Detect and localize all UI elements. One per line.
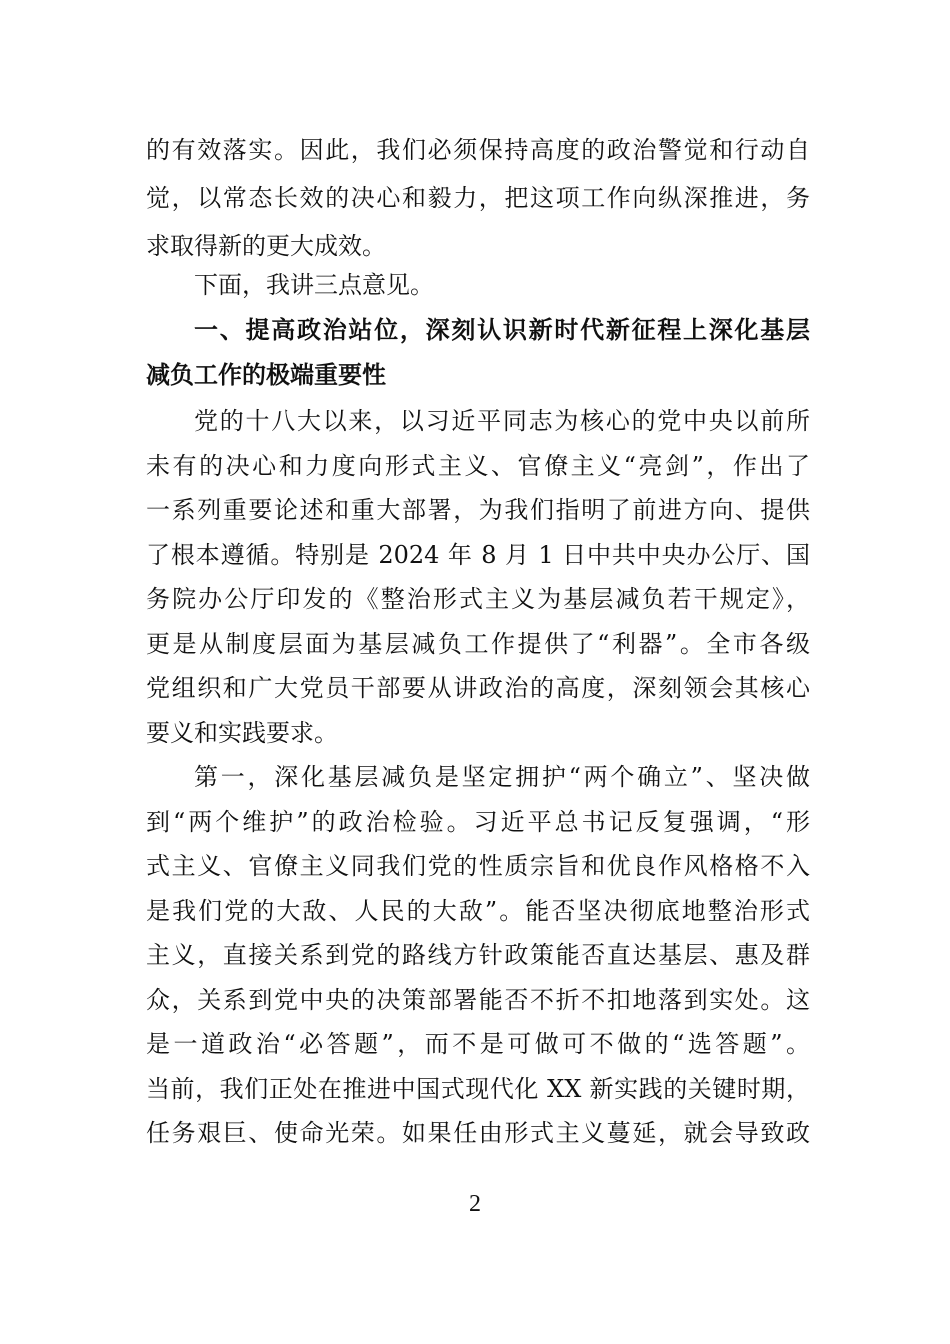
section-heading-line: 减负工作的极端重要性 (146, 361, 386, 389)
body-text-line: 任务艰巨、使命光荣。如果任由形式主义蔓延，就会导致政 (146, 1119, 810, 1147)
body-text-line: 当前，我们正处在推进中国式现代化 XX 新实践的关键时期， (146, 1075, 810, 1103)
body-text-line: 是一道政治“必答题”，而不是可做可不做的“选答题”。 (146, 1030, 810, 1058)
section-heading-line: 一、提高政治站位，深刻认识新时代新征程上深化基层 (194, 316, 810, 344)
body-text-line: 的有效落实。因此，我们必须保持高度的政治警觉和行动自 (146, 136, 810, 164)
body-text-line: 众，关系到党中央的决策部署能否不折不扣地落到实处。这 (146, 986, 810, 1014)
body-text-line: 更是从制度层面为基层减负工作提供了“利器”。全市各级 (146, 630, 810, 658)
body-text-line: 式主义、官僚主义同我们党的性质宗旨和优良作风格格不入 (146, 852, 810, 880)
body-text-line: 未有的决心和力度向形式主义、官僚主义“亮剑”，作出了 (146, 452, 810, 480)
body-text-line: 主义，直接关系到党的路线方针政策能否直达基层、惠及群 (146, 941, 810, 969)
body-text-line: 党的十八大以来，以习近平同志为核心的党中央以前所 (194, 407, 810, 435)
body-text-line: 下面，我讲三点意见。 (194, 271, 434, 299)
body-text-line: 求取得新的更大成效。 (146, 232, 386, 260)
body-text-line: 一系列重要论述和重大部署，为我们指明了前进方向、提供 (146, 496, 810, 524)
body-text-line: 觉，以常态长效的决心和毅力，把这项工作向纵深推进，务 (146, 184, 810, 212)
body-text-line: 务院办公厅印发的《整治形式主义为基层减负若干规定》， (146, 585, 810, 613)
body-text-line: 到“两个维护”的政治检验。习近平总书记反复强调，“形 (146, 808, 810, 836)
body-text-line: 是我们党的大敌、人民的大敌”。能否坚决彻底地整治形式 (146, 897, 810, 925)
body-text-line: 要义和实践要求。 (146, 719, 338, 747)
body-text-line: 第一，深化基层减负是坚定拥护“两个确立”、坚决做 (194, 763, 810, 791)
body-text-line: 党组织和广大党员干部要从讲政治的高度，深刻领会其核心 (146, 674, 810, 702)
body-text-line: 了根本遵循。特别是 2024 年 8 月 1 日中共中央办公厅、国 (146, 541, 810, 569)
page-number: 2 (469, 1191, 481, 1217)
